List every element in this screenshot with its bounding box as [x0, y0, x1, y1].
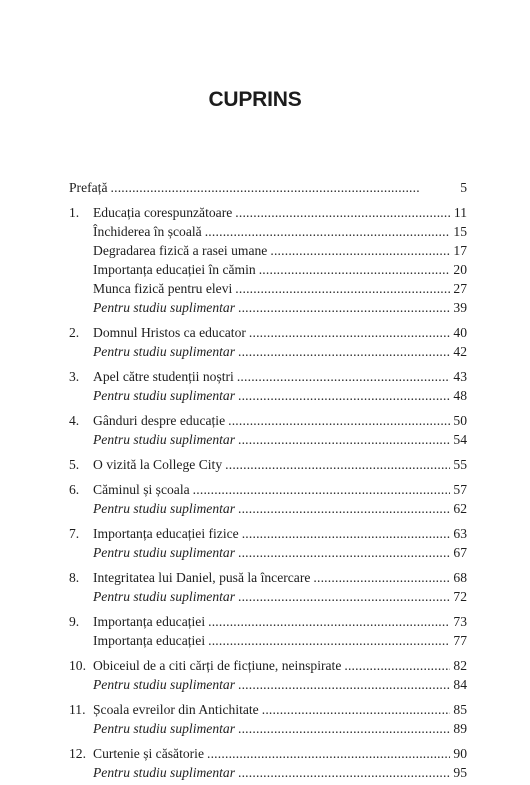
- toc-entry-title: Domnul Hristos ca educator: [93, 325, 246, 340]
- toc-entry-title: Importanța educației fizice: [93, 526, 239, 541]
- toc-entry-number: 5.: [69, 457, 80, 472]
- toc-entry-supplementary: [69, 675, 467, 694]
- toc-page-number: 90: [453, 746, 467, 761]
- toc-entry: [69, 279, 467, 298]
- toc-entry-number: 9.: [69, 614, 80, 629]
- toc-dot-leader: [238, 386, 450, 405]
- toc-entry-title: Gânduri despre educație: [93, 413, 226, 428]
- toc-page-number: 17: [453, 243, 467, 258]
- toc-entry-supplementary: [69, 719, 467, 738]
- toc-dot-leader: [228, 411, 450, 430]
- toc-entry-supplementary: [69, 342, 467, 361]
- toc-dot-leader: [238, 499, 450, 518]
- toc-entry-title: Importanța educației: [93, 633, 206, 648]
- toc-dot-leader: [238, 675, 450, 694]
- toc-entry-chapter: [69, 524, 467, 543]
- toc-page-number: 5: [460, 180, 467, 195]
- toc-dot-leader: [238, 342, 450, 361]
- toc-entry-number: 10.: [69, 658, 86, 673]
- toc-entry: [69, 178, 467, 197]
- toc-page-number: 40: [453, 325, 467, 340]
- toc-entry-title: Obiceiul de a citi cărți de ficțiune, neinspirate: [93, 658, 342, 673]
- toc-entry-title: Căminul și școala: [93, 482, 190, 497]
- toc-entry-chapter: [69, 367, 467, 386]
- toc-page-number: 84: [453, 677, 467, 692]
- toc-entry: [69, 241, 467, 260]
- toc-dot-leader: [262, 700, 451, 719]
- toc-entry-title: Închiderea în școală: [93, 224, 202, 239]
- toc-page-number: 85: [453, 702, 467, 717]
- toc-dot-leader: [238, 719, 450, 738]
- page-title: CUPRINS: [208, 88, 302, 111]
- toc-entry-title: Pentru studiu suplimentar: [93, 721, 235, 736]
- toc-entry: [69, 631, 467, 650]
- toc-entry-title: O vizită la College City: [93, 457, 223, 472]
- toc-page-number: 72: [453, 589, 467, 604]
- toc-entry-number: 12.: [69, 746, 86, 761]
- toc-entry-title: Munca fizică pentru elevi: [93, 281, 233, 296]
- toc-entry-supplementary: [69, 543, 467, 562]
- toc-entry-chapter: [69, 656, 467, 675]
- toc-entry-title: Pentru studiu suplimentar: [93, 589, 235, 604]
- toc-page-number: 63: [453, 526, 467, 541]
- toc-page-number: 54: [453, 432, 467, 447]
- toc-entry-supplementary: [69, 587, 467, 606]
- toc-dot-leader: [270, 241, 450, 260]
- toc-page-number: 48: [453, 388, 467, 403]
- toc-entry-number: 4.: [69, 413, 80, 428]
- toc-page-number: 95: [453, 765, 467, 780]
- toc-page-number: 43: [453, 369, 467, 384]
- toc-entry-chapter: [69, 612, 467, 631]
- toc-page-number: 20: [453, 262, 467, 277]
- toc-dot-leader: [238, 587, 450, 606]
- toc-entry-title: Integritatea lui Daniel, pusă la încercare: [93, 570, 311, 585]
- toc-entry-number: 8.: [69, 570, 80, 585]
- toc-dot-leader: [235, 203, 451, 222]
- toc-entry-title: Pentru studiu suplimentar: [93, 432, 235, 447]
- toc-entry-number: 7.: [69, 526, 80, 541]
- toc-page-number: 62: [453, 501, 467, 516]
- toc-page-number: 68: [453, 570, 467, 585]
- toc-entry-supplementary: [69, 298, 467, 317]
- toc-dot-leader: [208, 612, 450, 631]
- toc-page-number: 67: [453, 545, 467, 560]
- toc-entry-supplementary: [69, 386, 467, 405]
- toc-page-number: 27: [453, 281, 467, 296]
- toc-entry-chapter: [69, 480, 467, 499]
- toc-page-number: 39: [453, 300, 467, 315]
- toc-entry: [69, 222, 467, 241]
- toc-dot-leader: [225, 455, 450, 474]
- toc-dot-leader: [259, 260, 451, 279]
- toc-entry-title: Pentru studiu suplimentar: [93, 388, 235, 403]
- toc-page-number: 15: [453, 224, 467, 239]
- toc-dot-leader: [344, 656, 450, 675]
- toc-entry-title: Pentru studiu suplimentar: [93, 765, 235, 780]
- toc-page-number: 55: [453, 457, 467, 472]
- toc-entry-title: Importanța educației în cămin: [93, 262, 256, 277]
- toc-entry-number: 3.: [69, 369, 80, 384]
- toc-entry-chapter: [69, 700, 467, 719]
- toc-page-number: 57: [453, 482, 467, 497]
- toc-entry-chapter: [69, 568, 467, 587]
- toc-dot-leader: [238, 430, 450, 449]
- toc-entry-chapter: [69, 203, 467, 222]
- toc-entry-supplementary: [69, 499, 467, 518]
- toc-dot-leader: [249, 323, 451, 342]
- toc-dot-leader: [238, 298, 450, 317]
- toc-page-number: 82: [453, 658, 467, 673]
- toc-entry-title: Curtenie și căsătorie: [93, 746, 204, 761]
- toc-page-number: 73: [453, 614, 467, 629]
- toc-entry-chapter: [69, 455, 467, 474]
- toc-entry-number: 11.: [69, 702, 86, 717]
- toc-dot-leader: [111, 178, 458, 197]
- toc-dot-leader: [237, 367, 451, 386]
- toc-entry-title: Importanța educației: [93, 614, 206, 629]
- toc-dot-leader: [238, 543, 450, 562]
- toc-page-number: 50: [453, 413, 467, 428]
- toc-entry-chapter: [69, 744, 467, 763]
- toc-dot-leader: [238, 763, 450, 782]
- toc-dot-leader: [313, 568, 450, 587]
- toc-entry-supplementary: [69, 763, 467, 782]
- toc-entry-title: Prefață: [69, 180, 108, 195]
- toc-page-number: 77: [453, 633, 467, 648]
- toc-page-number: 42: [453, 344, 467, 359]
- toc-entry-title: Pentru studiu suplimentar: [93, 344, 235, 359]
- toc-entry-number: 2.: [69, 325, 80, 340]
- toc-entry-title: Pentru studiu suplimentar: [93, 677, 235, 692]
- toc-dot-leader: [235, 279, 450, 298]
- toc-entry-supplementary: [69, 430, 467, 449]
- toc-entry-chapter: [69, 323, 467, 342]
- toc-dot-leader: [207, 744, 450, 763]
- toc-dot-leader: [193, 480, 451, 499]
- toc-dot-leader: [208, 631, 450, 650]
- toc-dot-leader: [205, 222, 451, 241]
- toc-entry-title: Apel către studenții noștri: [93, 369, 234, 384]
- toc-entry-title: Degradarea fizică a rasei umane: [93, 243, 268, 258]
- toc-entry-number: 1.: [69, 205, 80, 220]
- toc-entry-title: Pentru studiu suplimentar: [93, 300, 235, 315]
- toc-entry-title: Educația corespunzătoare: [93, 205, 233, 220]
- toc-page-number: 11: [453, 205, 467, 220]
- toc-page-number: 89: [453, 721, 467, 736]
- toc-entry-title: Pentru studiu suplimentar: [93, 501, 235, 516]
- toc-entry: [69, 260, 467, 279]
- toc-entry-number: 6.: [69, 482, 80, 497]
- toc-entry-title: Pentru studiu suplimentar: [93, 545, 235, 560]
- toc-entry-chapter: [69, 411, 467, 430]
- toc-entry-title: Școala evreilor din Antichitate: [93, 702, 259, 717]
- toc-dot-leader: [242, 524, 451, 543]
